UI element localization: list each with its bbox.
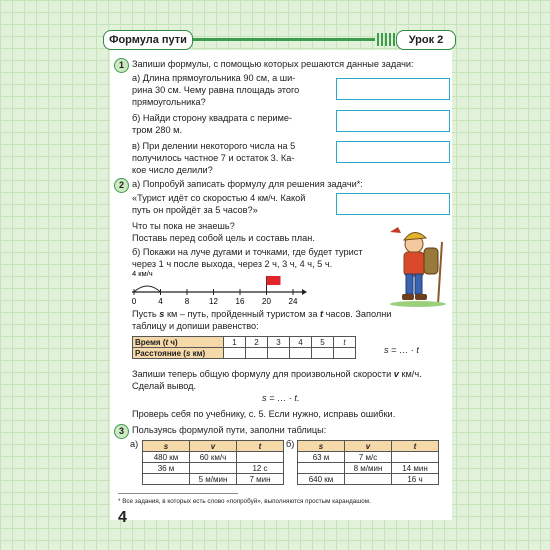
time-distance-table xyxy=(132,336,356,359)
equation-1: s = … · t xyxy=(384,345,419,355)
task2-quote-line1: «Турист идёт со скоростью 4 км/ч. Какой xyxy=(132,193,306,203)
ray-tick-label: 8 xyxy=(184,297,190,306)
ray-arc xyxy=(134,286,161,292)
answer-box-1b[interactable] xyxy=(336,110,450,132)
task1-a-line3: прямоугольника? xyxy=(132,97,206,107)
flag-icon xyxy=(267,276,281,285)
task1-b-line1: б) Найди сторону квадрата с периме- xyxy=(132,113,293,123)
table-row: 5 м/мин 7 мин xyxy=(143,474,284,485)
var-t: t xyxy=(320,309,324,319)
tourist-illustration xyxy=(384,222,452,308)
task-number-2: 2 xyxy=(114,178,129,193)
table-row: 640 км 16 ч xyxy=(298,474,439,485)
task2-question: Что ты пока не знаешь? xyxy=(132,221,235,231)
footnote-rule xyxy=(118,493,238,494)
distance-cell-3[interactable] xyxy=(268,348,290,359)
lesson-number: Урок 2 xyxy=(396,30,456,50)
task1-c-line3: кое число делили? xyxy=(132,165,213,175)
table-row xyxy=(133,348,356,359)
label-b: б) xyxy=(286,439,295,449)
distance-cell-2[interactable] xyxy=(246,348,268,359)
task2-intro: а) Попробуй записать формулу для решения задачи*: xyxy=(132,179,363,189)
number-ray xyxy=(128,268,308,308)
task2-b-line1: б) Покажи на луче дугами и точками, где будет турист xyxy=(132,247,363,257)
col-3: 3 xyxy=(268,337,290,348)
ray-speed-label: 4 км/ч xyxy=(132,269,153,278)
task2-check: Проверь себя по учебнику, с. 5. Если нужно, исправь ошибки. xyxy=(132,409,396,419)
table-row: s v t xyxy=(298,441,439,452)
answer-box-1c[interactable] xyxy=(336,141,450,163)
task2-plan: Поставь перед собой цель и составь план. xyxy=(132,233,315,243)
table-row: 63 м 7 м/с xyxy=(298,452,439,463)
distance-cell-t[interactable] xyxy=(334,348,356,359)
ray-arrow-icon xyxy=(302,289,307,295)
table-row xyxy=(133,337,356,348)
col-4: 4 xyxy=(290,337,312,348)
col-5: 5 xyxy=(312,337,334,348)
col-t: t xyxy=(334,337,356,348)
var-v: v xyxy=(393,369,399,379)
ray-tick-label: 4 xyxy=(158,297,163,306)
task2-general-line: Запиши теперь общую формулу для произвольной скорости v км/ч. xyxy=(132,369,422,379)
distance-header: Расстояние (s км) xyxy=(133,348,224,359)
task2-quote-line2: путь он пройдёт за 5 часов?» xyxy=(132,205,258,215)
table-row: 36 м 12 с xyxy=(143,463,284,474)
task-number-3: 3 xyxy=(114,424,129,439)
time-header: Время (t ч) xyxy=(133,337,224,348)
distance-cell-1[interactable] xyxy=(224,348,246,359)
ray-tick-label: 0 xyxy=(131,297,137,306)
header-rule xyxy=(193,38,375,41)
task-number-1: 1 xyxy=(114,58,129,73)
col-2: 2 xyxy=(246,337,268,348)
table-row: s v t xyxy=(143,441,284,452)
task1-c-line1: в) При делении некоторого числа на 5 xyxy=(132,141,296,151)
let-word: Пусть xyxy=(132,309,157,319)
task2-b-line2: через 1 ч после выхода, через 2 ч, 3 ч, 4 ч, 5 ч. xyxy=(132,259,333,269)
task2-conclude: Сделай вывод. xyxy=(132,381,197,391)
lesson-header xyxy=(103,30,456,50)
label-a: а) xyxy=(130,439,139,449)
header-stripes xyxy=(377,33,395,46)
let-middle: км – путь, пройденный туристом за xyxy=(166,309,318,319)
answer-box-1a[interactable] xyxy=(336,78,450,100)
distance-cell-4[interactable] xyxy=(290,348,312,359)
task1-b-line2: тром 280 м. xyxy=(132,125,183,135)
var-s: s xyxy=(159,309,165,319)
bird-icon xyxy=(390,227,401,233)
task2-let-line xyxy=(132,308,391,320)
col-1: 1 xyxy=(224,337,246,348)
ray-tick-label: 20 xyxy=(262,297,271,306)
let-end: часов. Заполни xyxy=(325,309,392,319)
equation-2: s = … · t. xyxy=(262,393,300,403)
task1-a-line1: а) Длина прямоугольника 90 см, а ши- xyxy=(132,73,296,83)
answer-box-2a[interactable] xyxy=(336,193,450,215)
task1-a-line2: рина 30 см. Чему равна площадь этого xyxy=(132,85,300,95)
table-b xyxy=(297,440,439,485)
table-row: 8 м/мин 14 мин xyxy=(298,463,439,474)
table-a xyxy=(142,440,284,485)
topic-title: Формула пути xyxy=(103,30,193,50)
ray-tick-label: 24 xyxy=(288,297,298,306)
table-row: 480 км 60 км/ч xyxy=(143,452,284,463)
footnote: * Все задания, в которых есть слово «попробуй», выполняются простым карандашом. xyxy=(118,498,371,505)
task2-fill-line: таблицу и допиши равенство: xyxy=(132,321,259,331)
task1-c-line2: получилось частное 7 и остаток 3. Ка- xyxy=(132,153,295,163)
page-number: 4 xyxy=(118,509,127,526)
task1-intro: Запиши формулы, с помощью которых решаются данные задачи: xyxy=(132,59,414,69)
ray-tick-label: 16 xyxy=(235,297,245,306)
distance-cell-5[interactable] xyxy=(312,348,334,359)
ray-tick-label: 12 xyxy=(209,297,218,306)
task3-intro: Пользуясь формулой пути, заполни таблицы: xyxy=(132,425,327,435)
